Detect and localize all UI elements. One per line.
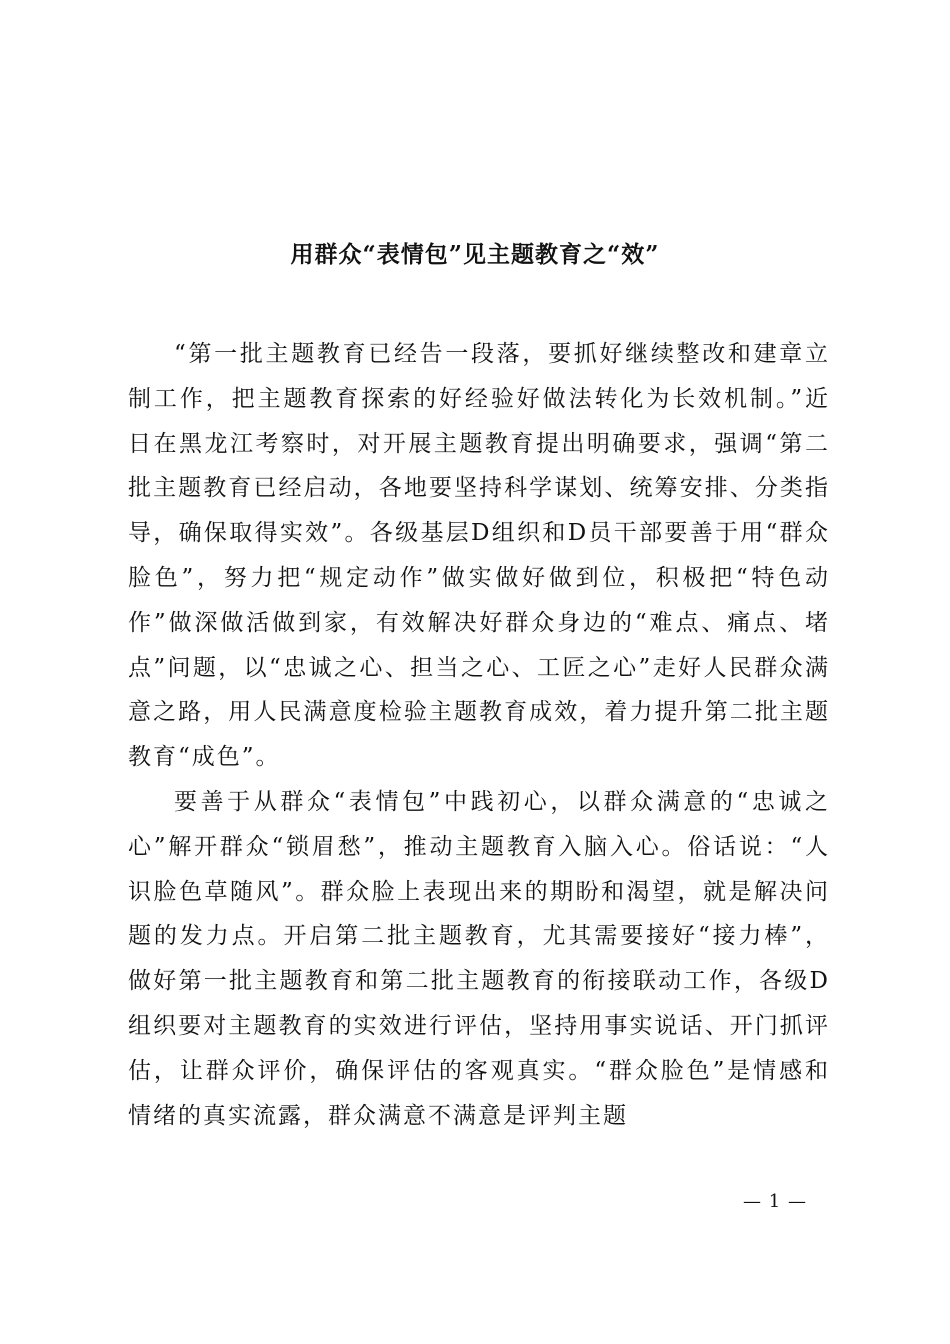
- page-number: — 1 —: [743, 1191, 807, 1212]
- paragraph-2: 要善于从群众“表情包”中践初心，以群众满意的“忠诚之心”解开群众“锁眉愁”，推动主题教育入脑入心。俗话说：“人识脸色草随风”。群众脸上表现出来的期盼和渴望，就是解决问题的发力点。开启第二批主题教育，尤其需要接好“接力棒”，做好第一批主题教育和第二批主题教育的衔接联动工作，各级D组织要对主题教育的实效进行评估，坚持用事实说话、开门抓评估，让群众评价，确保评估的客观真实。“群众脸色”是情感和情绪的真实流露，群众满意不满意是评判主题: [128, 788, 830, 1129]
- document-body: [128, 332, 830, 1138]
- paragraph-1: “第一批主题教育已经告一段落，要抓好继续整改和建章立制工作，把主题教育探索的好经验好做法转化为长效机制。”近日在黑龙江考察时，对开展主题教育提出明确要求，强调“第二批主题教育已经启动，各地要坚持科学谋划、统筹安排、分类指导，确保取得实效”。各级基层D组织和D员干部要善于用“群众脸色”，努力把“规定动作”做实做好做到位，积极把“特色动作”做深做活做到家，有效解决好群众身边的“难点、痛点、堵点”问题，以“忠诚之心、担当之心、工匠之心”走好人民群众满意之路，用人民满意度检验主题教育成效，着力提升第二批主题教育“成色”。: [128, 341, 830, 771]
- document-title: 用群众“表情包”见主题教育之“效”: [290, 241, 660, 268]
